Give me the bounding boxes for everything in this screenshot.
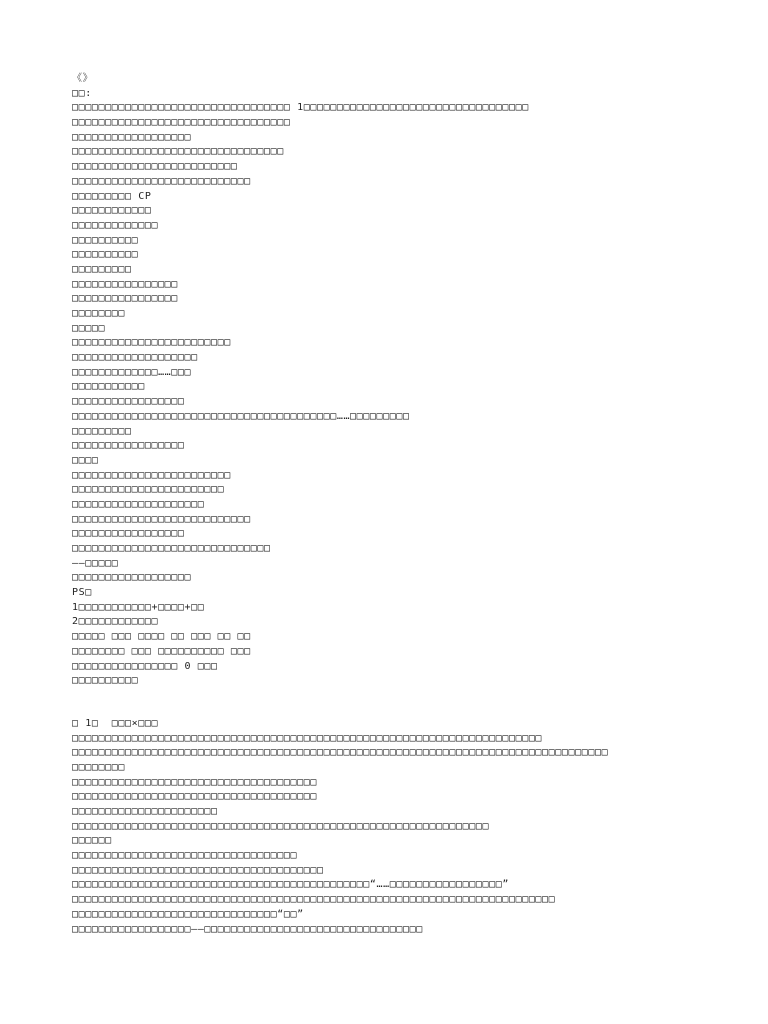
text-line: □□□□□□□□□□□□□□□□□□□□□□□□□□□□□□□□□□□□□□□□□□□□□“……□□□□□□□□□□□□□□□□□” <box>72 879 509 891</box>
text-line: □ 1□ □□□×□□□ <box>72 717 159 729</box>
text-line: 1□□□□□□□□□□□+□□□□+□□ <box>72 601 205 613</box>
text-line: □□□□□□□□□□□□□……□□□ <box>72 366 192 378</box>
text-line: □□□□□□□□□□□□□□□□□ <box>72 528 185 540</box>
text-line: □□□□ <box>72 454 99 466</box>
text-line: ——□□□□□ <box>72 557 119 569</box>
text-line: □□□□□□□□□□□□□□□□□□□□□□□□□□□□□□□□□□□□□ <box>72 776 317 788</box>
text-line: □□□□□□□□□□□□□□□□□□ <box>72 572 192 584</box>
text-line: □□□□□□□□□ CP <box>72 190 152 202</box>
text-line: □□□□□□□□□□□□□□□□□□□□□□□□□□□□□□□□□□□□□ <box>72 791 317 803</box>
text-line: □□□□□□□□□□□□□□□□□□□□□□□□□□□ <box>72 513 251 525</box>
text-line: □□□□□□□□□□□□□□□□□□□□□□□□□□□□□□□□□□□□□□□□□□□□□□□□□□□□□□□□□□□□□□□□□□□□□□□□□ <box>72 894 556 906</box>
text-line: □□□□□□□□□□□□□□□□□□□□□□□□□□□□□□□□□ 1□□□□□□□□□□□□□□□□□□□□□□□□□□□□□□□□□□ <box>72 102 529 114</box>
text-line: □□: <box>72 87 92 99</box>
text-line: □□□□□□□□□□□□□□□□□ <box>72 440 185 452</box>
text-line: □□□□□□□□ <box>72 308 125 319</box>
text-line: □□□□□□□□□□□□□□□□□□□□□□□□□□□□□□□□□ <box>72 117 291 129</box>
text-line: □□□□□□□□□□□□□□□□ 0 □□□ <box>72 660 218 672</box>
text-line: □□□□□□□□□□□□□□□□ <box>72 293 178 305</box>
text-line: □□□□□□□□□□□□□□□□□□□□□□□□□□□□□□□□ <box>72 146 284 158</box>
text-line: □□□□□□□□□□□□□□□□□□□□□□□□ <box>72 469 231 481</box>
text-line: □□□□□□□□□□ <box>72 234 139 246</box>
text-line: □□□□□□□□□□□□□□□□□□□□□□□□□□□□□□□□□□□□□□ <box>72 864 324 876</box>
text-line: □□□□□□□□□□□□□□□□□□ <box>72 131 192 143</box>
text-line: □□□□□□□□□□□□□□□□ <box>72 278 178 290</box>
text-line: □□□□□□□□ <box>72 761 125 773</box>
text-line: □□□□□□□□□□□□□□□□□□□□□□□□□□□□□□□□□□□□□□□□□□□□□□□□□□□□□□□□□□□□□□□□□□□□□□□ <box>72 732 543 744</box>
text-line: □□□□□□□□□□□□□□□□□□□□□□□ <box>72 484 225 496</box>
text-line: □□□□□□□□□□□□□□□□□□□□□□□□ <box>72 337 231 349</box>
text-line: □□□□□□□□□□□□□□□□□□□□□□□□□□□□□□□“□□” <box>72 908 304 920</box>
text-line: □□□□□□□□□□□□□□□□□□□□ <box>72 498 205 510</box>
text-line: □□□□□□□□□□□□□□□□□□□ <box>72 352 198 364</box>
text-line: □□□□□□□□□□□□□□□□□□□□□□□□□□□□□□□□□□□□□□□□□□□□□□□□□□□□□□□□□□□□□□□□□□□□□□□□□□□□□□□□□ <box>72 747 609 759</box>
text-line: PS□ <box>72 587 92 599</box>
document-page <box>72 72 712 937</box>
text-line: □□□□□□□□□□□□□□□□□ <box>72 396 185 408</box>
text-line: □□□□□□□□□□□□□□□□□□□□□□□□□□□□□□□□□□□□□□□□□□□□□□□□□□□□□□□□□□□□□□□ <box>72 820 490 832</box>
text-line: □□□□□□□□□□□□□□□□□□□□□□ <box>72 806 218 817</box>
text-line: □□□□□ <box>72 322 106 334</box>
text-line: □□□□□□□□□□ <box>72 675 139 687</box>
text-line: □□□□□□□□□□□□□ <box>72 219 159 231</box>
text-line: 《》 <box>72 73 94 84</box>
text-line: 2□□□□□□□□□□□□ <box>72 616 159 628</box>
text-line: □□□□□ □□□ □□□□ □□ □□□ □□ □□ <box>72 631 251 643</box>
text-line: □□□□□□□□□□□□□□□□□□□□□□□□□□□□□□ <box>72 543 271 554</box>
text-line: □□□□□□□□□□□ <box>72 381 145 393</box>
text-line: □□□□□□□□□□ <box>72 249 139 261</box>
text-line: □□□□□□□□□ <box>72 425 132 437</box>
text-line: □□□□□□□□ □□□ □□□□□□□□□□ □□□ <box>72 645 251 657</box>
text-line: □□□□□□□□□□□□□□□□□□□□□□□□□□□□□□□□□□□□□□□□……□□□□□□□□□ <box>72 410 410 422</box>
text-line: □□□□□□□□□□□□ <box>72 205 152 217</box>
text-line: □□□□□□ <box>72 835 112 847</box>
text-line: □□□□□□□□□□□□□□□□□□□□□□□□□□□ <box>72 175 251 187</box>
document-body <box>72 72 712 937</box>
text-line: □□□□□□□□□□□□□□□□□□——□□□□□□□□□□□□□□□□□□□□□□□□□□□□□□□□□ <box>72 923 423 935</box>
blank-line <box>72 689 712 717</box>
text-line: □□□□□□□□□ <box>72 263 132 275</box>
text-line: □□□□□□□□□□□□□□□□□□□□□□□□□□□□□□□□□□ <box>72 850 298 862</box>
text-line: □□□□□□□□□□□□□□□□□□□□□□□□□ <box>72 161 238 173</box>
